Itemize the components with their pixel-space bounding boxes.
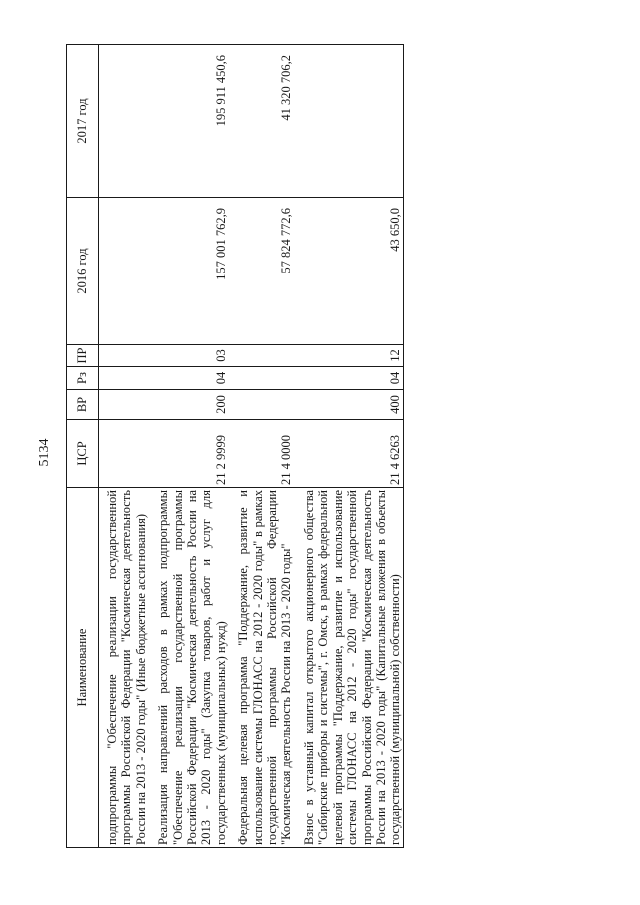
page-number: 5134 [37, 438, 52, 467]
row-pr [99, 345, 149, 367]
header-rz: Рз [67, 367, 99, 390]
row-pr [228, 345, 294, 367]
row-rz [99, 367, 149, 390]
row-2017 [294, 45, 403, 198]
row-csr [99, 420, 149, 488]
row-pr: 12 [294, 345, 403, 367]
header-csr: ЦСР [67, 420, 99, 488]
budget-table [66, 44, 404, 848]
header-pr: ПР [67, 345, 99, 367]
row-vr: 400 [294, 390, 403, 420]
row-2017: 195 911 450,6 [148, 45, 228, 198]
table-row [148, 45, 228, 848]
row-2016: 43 650,0 [294, 198, 403, 345]
row-pr: 03 [148, 345, 228, 367]
table-row [294, 45, 403, 848]
row-rz: 04 [148, 367, 228, 390]
header-2017: 2017 год [67, 45, 99, 198]
row-name: Взнос в уставный капитал открытого акционерного общества "Сибирские приборы и системы", г. Омск, в рамках федеральной целевой программы "Поддержание, развитие и использование системы ГЛОНАСС на 2012 - 2020 годы" государственной программы Российской Федерации "Космическая деятельность России на 2013 - 2020 годы" (Капитальные вложения в объекты государственной (муниципальной) собственности) [294, 488, 403, 848]
row-2016: 157 001 762,9 [148, 198, 228, 345]
header-2016: 2016 год [67, 198, 99, 345]
row-csr: 21 4 6263 [294, 420, 403, 488]
table-header-row [67, 45, 99, 848]
row-csr: 21 4 0000 [228, 420, 294, 488]
row-rz: 04 [294, 367, 403, 390]
row-2016: 57 824 772,6 [228, 198, 294, 345]
row-rz [228, 367, 294, 390]
row-2017: 41 320 706,2 [228, 45, 294, 198]
row-vr [99, 390, 149, 420]
table-row [228, 45, 294, 848]
header-name: Наименование [67, 488, 99, 848]
row-name: Федеральная целевая программа "Поддержание, развитие и использование системы ГЛОНАСС на 2012 - 2020 годы" в рамках государственной программы Российской Федерации "Космическая деятельность России на 2013 - 2020 годы" [228, 488, 294, 848]
header-vr: ВР [67, 390, 99, 420]
row-2016 [99, 198, 149, 345]
row-csr: 21 2 9999 [148, 420, 228, 488]
row-vr [228, 390, 294, 420]
row-name: Реализация направлений расходов в рамках подпрограммы "Обеспечение реализации государственной программы Российской Федерации "Космическая деятельность России на 2013 - 2020 годы" (Закупка товаров, работ и услуг для государственных (муниципальных) нужд) [148, 488, 228, 848]
row-2017 [99, 45, 149, 198]
table-row [99, 45, 149, 848]
row-name: подпрограммы "Обеспечение реализации государственной программы Российской Федерации "Космическая деятельность России на 2013 - 2020 годы" (Иные бюджетные ассигнования) [99, 488, 149, 848]
row-vr: 200 [148, 390, 228, 420]
